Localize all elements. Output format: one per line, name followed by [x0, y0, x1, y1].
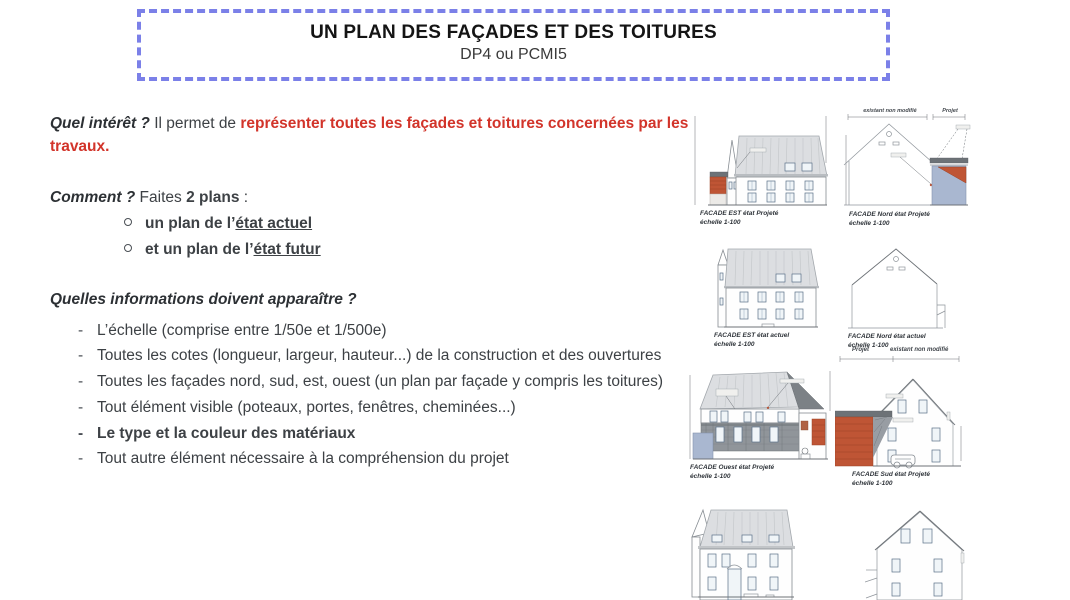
interest-label: Quel intérêt ? [50, 115, 150, 132]
dim-label-projet: Projet [852, 347, 870, 353]
figure-caption [690, 464, 833, 482]
figure-caption [849, 211, 973, 229]
facade-est-actuel-drawing [710, 243, 822, 330]
figure-facade-est-actuel [710, 243, 822, 350]
how-paragraph [50, 186, 698, 209]
requirements-list [50, 319, 698, 471]
facade-sud-projete-drawing [835, 356, 970, 469]
caption-line: échelle 1-100 [849, 219, 890, 227]
caption-line: FACADE EST état Projeté [700, 210, 779, 217]
bullet-underlined: état futur [253, 241, 321, 258]
caption-line: FACADE Nord état actuel [848, 333, 926, 340]
figure-caption [714, 332, 822, 350]
figure-facade-nord-projete [843, 105, 973, 229]
list-item: - Toutes les façades nord, sud, est, ouest (un plan par façade y compris les toitures) [77, 370, 698, 393]
figure-facade-sud-actuel-partial [865, 508, 967, 600]
figure-facade-ouest-projete [688, 363, 833, 482]
list-item: - Toutes les cotes (longueur, largeur, hauteur...) de la construction et des ouvertures [77, 344, 698, 367]
bullet-prefix: et un plan de l’ [145, 241, 254, 258]
list-item: - Le type et la couleur des matériaux [77, 422, 698, 445]
list-item: - L’échelle (comprise entre 1/50e et 1/500e) [77, 319, 698, 342]
caption-line: échelle 1-100 [714, 340, 755, 348]
list-item [122, 212, 698, 235]
facade-ouest-projete-drawing [688, 363, 833, 462]
figure-facade-est-projete [690, 108, 830, 228]
caption-line: échelle 1-100 [700, 218, 741, 226]
figure-caption [700, 210, 830, 228]
facade-nord-actuel-drawing [845, 237, 955, 331]
facade-nord-projete-drawing [843, 105, 973, 209]
interest-text: Il permet de [149, 115, 241, 132]
interest-highlight: représenter toutes les façades et toitures concernées par les travaux. [50, 115, 689, 156]
figure-facade-sud-projete [835, 347, 970, 489]
title-box [137, 9, 890, 81]
dim-label-existant: existant non modifié [863, 108, 917, 114]
caption-line: FACADE Sud état Projeté [852, 471, 931, 478]
figure-facade-ouest-actuel-partial [688, 503, 800, 600]
figure-facade-nord-actuel [845, 237, 955, 351]
how-label: Comment ? [50, 188, 136, 206]
how-bold: 2 plans [186, 188, 240, 206]
requirements-heading: Quelles informations doivent apparaître ? [50, 291, 357, 309]
figure-caption [852, 471, 970, 489]
facade-est-projete-drawing [690, 108, 830, 208]
caption-line: FACADE Ouest état Projeté [690, 464, 775, 471]
facade-ouest-actuel-drawing [688, 503, 800, 600]
page-title: UN PLAN DES FAÇADES ET DES TOITURES [310, 22, 717, 43]
bullet-underlined: état actuel [235, 214, 313, 232]
caption-line: échelle 1-100 [690, 472, 731, 480]
caption-line: FACADE Nord état Projeté [849, 211, 930, 218]
caption-line: échelle 1-100 [848, 341, 889, 349]
text-column [50, 112, 698, 473]
list-item: - Tout élément visible (poteaux, portes, fenêtres, cheminées...) [77, 396, 698, 419]
list-item: - Tout autre élément nécessaire à la compréhension du projet [77, 447, 698, 470]
caption-line: échelle 1-100 [852, 479, 893, 487]
plan-bullet-list [50, 212, 698, 262]
interest-paragraph [50, 112, 698, 159]
page-subtitle: DP4 ou PCMI5 [460, 46, 567, 63]
dim-label-existant: existant non modifié [890, 347, 949, 353]
facade-sud-actuel-drawing [865, 508, 967, 600]
caption-line: FACADE EST état actuel [714, 332, 790, 339]
dim-label-projet: Projet [942, 108, 958, 114]
dimension-labels [835, 347, 970, 356]
bullet-prefix: un plan de l’ [145, 214, 236, 232]
list-item [122, 238, 698, 261]
how-suffix: : [239, 188, 249, 206]
facade-drawings-panel [680, 95, 1070, 600]
how-text: Faites [135, 188, 187, 206]
